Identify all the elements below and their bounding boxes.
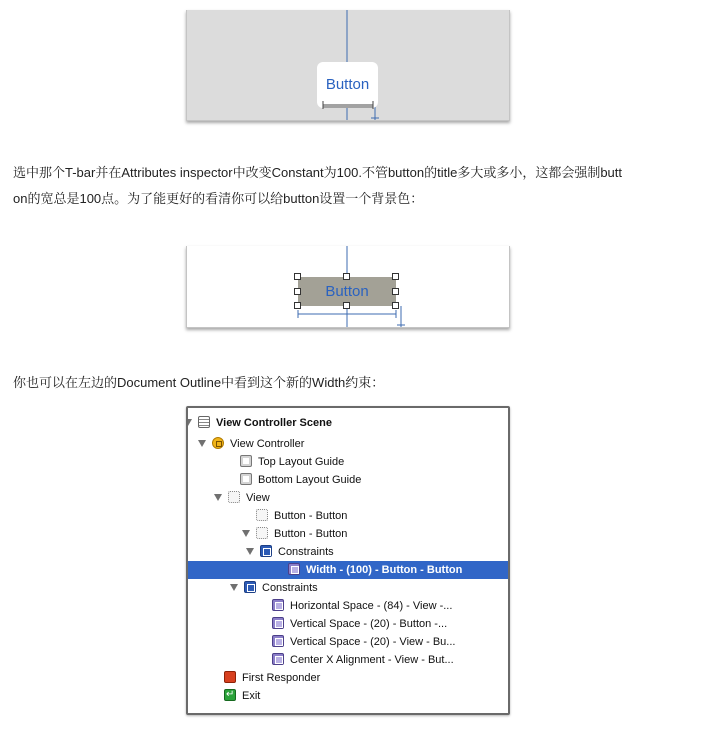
scene-icon [198,416,210,428]
outline-row-label: Constraints [278,546,334,558]
constraints-icon [244,581,256,593]
disclosure-triangle-icon[interactable] [186,419,192,426]
view-controller-icon [212,437,224,449]
view-icon [228,491,240,503]
t-bar-constraint[interactable] [321,100,377,110]
outline-row-label: Top Layout Guide [258,456,345,468]
outline-row-label: View [246,492,270,504]
outline-row[interactable] [188,489,508,507]
first-responder-icon [224,671,236,683]
outline-row-label: Bottom Layout Guide [258,474,362,486]
outline-row[interactable] [188,669,508,687]
constraints-icon [260,545,272,557]
outline-row-label: Vertical Space - (20) - Button -... [290,618,448,630]
outline-row[interactable] [188,525,508,543]
view-icon [256,509,268,521]
resize-handle[interactable] [294,273,301,280]
outline-row-label: Constraints [262,582,318,594]
outline-row[interactable] [188,651,508,669]
vertical-constraint-icon [272,617,284,629]
layout-guide-icon [240,455,252,467]
resize-handle[interactable] [343,273,350,280]
outline-row[interactable] [188,471,508,489]
storyboard-screenshot-1 [186,10,510,121]
outline-row[interactable] [188,561,508,579]
outline-row-label: View Controller [230,438,305,450]
outline-row-label: Center X Alignment - View - But... [290,654,454,666]
disclosure-triangle-icon[interactable] [242,530,250,537]
button-label: Button [325,76,370,93]
center-x-constraint-icon [272,653,284,665]
resize-handle[interactable] [294,288,301,295]
outline-row[interactable] [188,633,508,651]
disclosure-triangle-icon[interactable] [198,440,206,447]
button-label: Button [325,283,369,300]
outline-row[interactable] [188,453,508,471]
disclosure-triangle-icon[interactable] [214,494,222,501]
resize-handle[interactable] [343,302,350,309]
horizontal-constraint-icon [272,599,284,611]
exit-icon [224,689,236,701]
outline-row-label: First Responder [242,672,321,684]
layout-guide-icon [240,473,252,485]
paragraph-1: 选中那个T-bar并在Attributes inspector中改变Constant为100.不管button的title多大或多小，这都会强制butt on的宽总是100点。为了能更好的看清你可以给button设置一个背景色： [13,165,623,206]
outline-row[interactable] [188,615,508,633]
outline-row-label: View Controller Scene [216,417,332,429]
resize-handle[interactable] [392,302,399,309]
vertical-constraint-icon [272,635,284,647]
outline-row-label: Horizontal Space - (84) - View -... [290,600,453,612]
width-constraint-icon [288,563,300,575]
outline-row[interactable] [188,507,508,525]
outline-row[interactable] [188,687,508,705]
outline-row[interactable] [188,435,508,453]
outline-row[interactable] [188,579,508,597]
outline-row[interactable] [188,597,508,615]
disclosure-triangle-icon[interactable] [230,584,238,591]
paragraph-2: 你也可以在左边的Document Outline中看到这个新的Width约束： [13,375,385,390]
resize-handle[interactable] [392,273,399,280]
outline-row-label: Exit [242,690,261,702]
outline-row[interactable] [188,414,508,432]
resize-handle[interactable] [392,288,399,295]
view-icon [256,527,268,539]
outline-row-label: Button - Button [274,510,348,522]
outline-row-label: Width - (100) - Button - Button [306,564,463,576]
document-outline [186,406,510,715]
resize-handle[interactable] [294,302,301,309]
storyboard-screenshot-2 [186,246,510,328]
outline-row-label: Vertical Space - (20) - View - Bu... [290,636,456,648]
outline-row[interactable] [188,543,508,561]
outline-row-label: Button - Button [274,528,348,540]
disclosure-triangle-icon[interactable] [246,548,254,555]
